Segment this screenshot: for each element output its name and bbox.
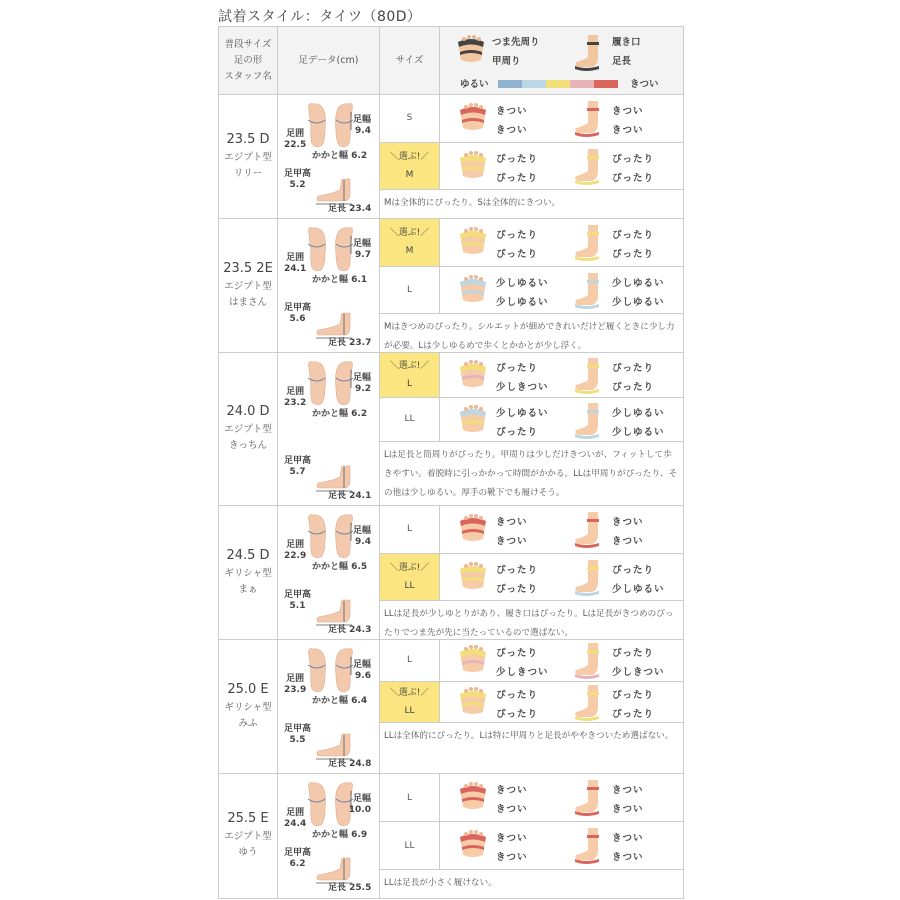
opening-fit-text: きつい xyxy=(612,833,644,844)
instep-height-title: 足甲高 xyxy=(284,724,312,734)
toe-fit-icon xyxy=(458,274,488,310)
size-label: LL xyxy=(404,840,415,851)
opening-fit-text: ぴったり xyxy=(612,689,655,701)
foot-width-value: 9.6 xyxy=(355,671,371,681)
foot-side-photo xyxy=(314,598,360,628)
fit-values xyxy=(440,267,683,314)
fit-results xyxy=(380,640,683,773)
header-legend xyxy=(440,27,683,94)
foot-length-value: 24.1 xyxy=(349,491,372,501)
instep-height-label xyxy=(284,303,311,325)
fit-row xyxy=(380,682,683,724)
fit-results xyxy=(380,95,683,218)
foot-shape: エジプト型 xyxy=(224,280,272,292)
size-label: L xyxy=(406,792,412,803)
foot-length-label xyxy=(328,491,371,502)
foot-side-photo xyxy=(314,311,360,341)
length-fit-text: 少しきつい xyxy=(612,667,665,678)
opening-fit-text: きつい xyxy=(612,106,644,117)
instep-fit-text: 少しきつい xyxy=(496,382,549,393)
staff-info xyxy=(219,640,278,773)
opening-fit-text: きつい xyxy=(612,517,644,528)
staff-info xyxy=(219,774,278,898)
foot-girth-label xyxy=(284,129,306,151)
opening-fit-text: 少しゆるい xyxy=(612,407,665,419)
staff-row xyxy=(219,640,683,774)
size-label: L xyxy=(406,655,412,666)
foot-length-label xyxy=(328,338,371,349)
instep-fit-text: ぴったり xyxy=(496,249,539,260)
toe-fit-text: ぴったり xyxy=(496,153,539,165)
instep-fit-text: きつい xyxy=(496,804,528,815)
foot-side-photo xyxy=(314,732,360,762)
header-foot-data: 足データ(cm) xyxy=(278,27,380,94)
toe-fit-icon xyxy=(458,102,488,138)
foot-length-value: 24.8 xyxy=(349,759,372,769)
foot-girth-label xyxy=(284,253,306,275)
size-label: L xyxy=(406,524,412,535)
fit-row xyxy=(380,95,683,143)
staff-name: リリー xyxy=(233,167,263,179)
length-fit-text: きつい xyxy=(612,804,644,815)
fit-row xyxy=(380,506,683,554)
opening-fit-text: きつい xyxy=(612,785,644,796)
usual-size: 25.0 E xyxy=(227,681,269,697)
instep-height-value: 5.1 xyxy=(289,601,306,611)
opening-fit-text: ぴったり xyxy=(612,363,655,374)
length-fit-text: きつい xyxy=(612,852,644,863)
heel-width-value: 6.1 xyxy=(351,275,368,285)
foot-side-photo xyxy=(314,856,360,886)
fit-values xyxy=(440,822,683,869)
leg-fit-icon xyxy=(572,641,608,685)
foot-data xyxy=(278,774,380,898)
fit-row xyxy=(380,822,683,870)
foot-girth-label xyxy=(284,540,306,562)
table-header xyxy=(219,27,683,95)
foot-length-title: 足長 xyxy=(328,204,347,214)
tried-size xyxy=(380,822,440,869)
pick-badge: ＼選ぶ!／ xyxy=(389,360,430,371)
foot-top-photo xyxy=(303,100,358,150)
foot-width-value: 9.7 xyxy=(355,250,371,260)
foot-width-value: 9.4 xyxy=(355,537,371,547)
toe-fit-icon xyxy=(458,686,488,722)
size-label: M xyxy=(405,169,414,180)
tried-size xyxy=(380,267,440,314)
toe-fit-icon xyxy=(458,226,488,262)
leg-fit-icon xyxy=(572,558,608,602)
heel-width-value: 6.5 xyxy=(351,562,368,572)
foot-girth-label xyxy=(284,387,306,409)
instep-height-value: 5.7 xyxy=(289,467,306,477)
foot-girth-value: 24.4 xyxy=(284,819,307,829)
foot-girth-title: 足囲 xyxy=(286,253,305,263)
size-label: L xyxy=(406,378,412,389)
recommended-size xyxy=(380,682,440,723)
staff-name: きっちん xyxy=(228,440,267,451)
foot-data xyxy=(278,353,380,505)
usual-size: 23.5 D xyxy=(226,131,270,147)
instep-fit-text: きつい xyxy=(496,852,528,863)
foot-top-photo xyxy=(303,358,358,408)
fit-values xyxy=(440,143,683,190)
heel-width-label xyxy=(312,562,367,573)
instep-height-title: 足甲高 xyxy=(284,848,312,858)
fit-row xyxy=(380,143,683,191)
heel-width-label xyxy=(312,275,367,286)
foot-width-title: 足幅 xyxy=(352,526,371,536)
foot-length-label xyxy=(328,625,371,636)
staff-name: まぁ xyxy=(238,583,258,595)
pick-badge: ＼選ぶ!／ xyxy=(389,688,430,698)
instep-fit-text: ぴったり xyxy=(496,172,539,184)
scale-fit-swatch xyxy=(546,80,570,88)
heel-width-title: かかと幅 xyxy=(312,696,349,706)
fit-results xyxy=(380,219,683,352)
foot-width-label xyxy=(353,239,371,261)
leg-fit-icon xyxy=(572,271,608,315)
foot-girth-value: 23.9 xyxy=(284,685,307,695)
fit-results xyxy=(380,353,683,505)
foot-width-label xyxy=(353,526,371,548)
instep-height-value: 6.2 xyxy=(289,859,306,869)
opening-fit-text: ぴったり xyxy=(612,230,655,241)
size-label: LL xyxy=(404,580,415,591)
toe-fit-text: 少しゆるい xyxy=(496,407,549,419)
fit-comment: LLは足長が少しゆとりがあり、履き口はぴったり。Lは足長がきつめのぴったりでつま先が先に当たっているので選ばない。 xyxy=(384,609,674,638)
leg-shape-icon xyxy=(572,33,608,73)
foot-length-value: 24.3 xyxy=(349,625,372,635)
heel-width-value: 6.2 xyxy=(351,151,368,161)
tried-size xyxy=(380,774,440,821)
fit-row xyxy=(380,353,683,398)
instep-height-label xyxy=(284,848,311,870)
foot-girth-title: 足囲 xyxy=(286,674,305,684)
foot-top-photo xyxy=(303,645,358,695)
header-staff-name: スタッフ名 xyxy=(224,70,272,82)
instep-fit-text: ぴったり xyxy=(496,708,539,720)
staff-name: ゆう xyxy=(238,847,258,858)
toe-fit-icon xyxy=(458,404,488,440)
foot-girth-value: 24.1 xyxy=(284,264,307,274)
instep-height-label xyxy=(284,456,311,478)
toe-shape-icon xyxy=(456,34,486,66)
fit-comment: LLは全体的にぴったり。Lは特に甲周りと足長がややきついため選ばない。 xyxy=(384,731,674,742)
foot-shape: ギリシャ型 xyxy=(224,567,272,579)
toe-fit-text: きつい xyxy=(496,517,528,528)
heel-width-title: かかと幅 xyxy=(312,151,349,161)
foot-top-photo xyxy=(303,511,358,561)
staff-row xyxy=(219,219,683,353)
heel-width-value: 6.9 xyxy=(351,830,368,840)
size-label: L xyxy=(406,284,412,295)
foot-width-label xyxy=(353,115,371,137)
staff-info xyxy=(219,353,278,505)
opening-fit-text: 少しゆるい xyxy=(612,277,665,289)
foot-girth-value: 22.9 xyxy=(284,551,307,561)
length-fit-text: ぴったり xyxy=(612,708,655,720)
foot-length-label xyxy=(328,204,371,215)
instep-height-title: 足甲高 xyxy=(284,303,312,313)
foot-data xyxy=(278,506,380,639)
scale-slightly-tight-swatch xyxy=(570,80,594,88)
foot-girth-label xyxy=(284,808,306,830)
instep-height-label xyxy=(284,169,311,191)
instep-fit-text: きつい xyxy=(496,536,528,547)
staff-row xyxy=(219,95,683,219)
fit-color-scale xyxy=(498,80,618,88)
staff-row xyxy=(219,353,683,506)
leg-fit-icon xyxy=(572,99,608,143)
foot-width-label xyxy=(353,373,371,395)
foot-width-value: 9.4 xyxy=(355,126,371,136)
foot-side-photo xyxy=(314,464,360,494)
foot-length-value: 23.4 xyxy=(349,204,372,214)
heel-width-label xyxy=(312,830,367,841)
fit-row xyxy=(380,554,683,602)
heel-width-title: かかと幅 xyxy=(312,830,349,840)
foot-length-value: 25.5 xyxy=(349,883,372,893)
foot-length-value: 23.7 xyxy=(349,338,372,348)
legend-instep-label: 甲周り xyxy=(492,56,521,67)
foot-shape: エジプト型 xyxy=(224,151,272,163)
foot-girth-value: 23.2 xyxy=(284,398,307,408)
foot-girth-title: 足囲 xyxy=(286,387,305,397)
heel-width-label xyxy=(312,696,367,707)
leg-fit-icon xyxy=(572,826,608,870)
instep-height-label xyxy=(284,724,311,746)
fit-values xyxy=(440,219,683,266)
recommended-size xyxy=(380,143,440,190)
toe-fit-text: ぴったり xyxy=(496,648,539,659)
fit-comment: LLは足長が小さく履けない。 xyxy=(384,878,497,888)
leg-fit-icon xyxy=(572,356,608,400)
instep-height-title: 足甲高 xyxy=(284,169,312,179)
instep-height-label xyxy=(284,590,311,612)
fit-comment: Mはきつめのぴったり。シルエットが細めできれいだけど履くときに少し力が必要。Lは少しゆるめで歩くとかかとが少し浮く。 xyxy=(384,322,675,351)
pick-badge: ＼選ぶ!／ xyxy=(389,151,430,162)
foot-length-title: 足長 xyxy=(328,883,347,893)
toe-fit-text: ぴったり xyxy=(496,363,539,374)
fit-results xyxy=(380,506,683,639)
recommended-size xyxy=(380,554,440,601)
fit-row xyxy=(380,267,683,315)
instep-fit-text: ぴったり xyxy=(496,426,539,438)
length-fit-text: きつい xyxy=(612,536,644,547)
staff-info xyxy=(219,506,278,639)
foot-width-title: 足幅 xyxy=(352,239,371,249)
fit-values xyxy=(440,353,683,397)
size-label: LL xyxy=(404,414,415,425)
fit-comment: Mは全体的にぴったり。Sは全体的にきつい。 xyxy=(384,198,561,209)
fit-results xyxy=(380,774,683,898)
fit-row xyxy=(380,774,683,822)
page-title: 試着スタイル：タイツ（80D） xyxy=(218,9,422,25)
length-fit-text: 少しゆるい xyxy=(612,583,665,595)
tried-size xyxy=(380,506,440,553)
legend-toe-label: つま先周り xyxy=(492,37,540,48)
legend-length-label: 足長 xyxy=(612,56,632,67)
foot-girth-title: 足囲 xyxy=(286,540,305,550)
size-label: LL xyxy=(404,706,415,716)
length-fit-text: 少しゆるい xyxy=(612,426,665,438)
opening-fit-text: ぴったり xyxy=(612,648,655,659)
legend-tight-label: きつい xyxy=(630,79,659,90)
foot-data xyxy=(278,219,380,352)
fit-values xyxy=(440,506,683,553)
staff-name: はまさん xyxy=(228,296,267,308)
foot-girth-value: 22.5 xyxy=(284,140,307,150)
fit-row xyxy=(380,398,683,443)
foot-length-title: 足長 xyxy=(328,759,347,769)
scale-slightly-loose-swatch xyxy=(522,80,546,88)
heel-width-title: かかと幅 xyxy=(312,275,349,285)
length-fit-text: ぴったり xyxy=(612,382,655,393)
foot-data xyxy=(278,640,380,773)
toe-fit-icon xyxy=(458,561,488,597)
instep-height-value: 5.2 xyxy=(289,180,306,190)
foot-width-title: 足幅 xyxy=(352,660,371,670)
fit-values xyxy=(440,554,683,601)
foot-width-value: 10.0 xyxy=(348,805,371,815)
legend-loose-label: ゆるい xyxy=(460,79,489,90)
toe-fit-text: ぴったり xyxy=(496,689,539,701)
pick-badge: ＼選ぶ!／ xyxy=(389,562,430,573)
instep-height-value: 5.6 xyxy=(289,314,306,324)
instep-fit-text: きつい xyxy=(496,125,528,136)
usual-size: 24.0 D xyxy=(226,404,270,419)
heel-width-value: 6.2 xyxy=(351,409,368,419)
foot-shape: エジプト型 xyxy=(224,831,272,842)
toe-fit-text: 少しゆるい xyxy=(496,277,549,289)
fit-values xyxy=(440,682,683,723)
foot-shape: エジプト型 xyxy=(224,424,272,435)
toe-fit-text: きつい xyxy=(496,833,528,844)
foot-length-label xyxy=(328,759,371,770)
toe-fit-icon xyxy=(458,829,488,865)
toe-fit-text: きつい xyxy=(496,785,528,796)
staff-info xyxy=(219,95,278,218)
leg-fit-icon xyxy=(572,510,608,554)
tried-size xyxy=(380,95,440,142)
size-label: S xyxy=(406,113,413,124)
leg-fit-icon xyxy=(572,683,608,727)
size-label: M xyxy=(405,246,414,257)
length-fit-text: ぴったり xyxy=(612,172,655,184)
foot-width-title: 足幅 xyxy=(352,794,371,804)
foot-length-title: 足長 xyxy=(328,491,347,501)
toe-fit-icon xyxy=(458,513,488,549)
length-fit-text: きつい xyxy=(612,125,644,136)
toe-fit-text: きつい xyxy=(496,106,528,117)
scale-loose-swatch xyxy=(498,80,522,88)
opening-fit-text: ぴったり xyxy=(612,564,655,576)
tried-size xyxy=(380,398,440,442)
foot-width-title: 足幅 xyxy=(352,115,371,125)
foot-girth-title: 足囲 xyxy=(286,808,305,818)
foot-data xyxy=(278,95,380,218)
recommended-size xyxy=(380,353,440,397)
header-staff xyxy=(219,27,278,94)
recommended-size xyxy=(380,219,440,266)
header-usual-size: 普段サイズ xyxy=(224,38,272,50)
toe-fit-icon xyxy=(458,150,488,186)
toe-fit-text: ぴったり xyxy=(496,564,539,576)
foot-width-value: 9.2 xyxy=(355,384,371,394)
leg-fit-icon xyxy=(572,778,608,822)
instep-fit-text: 少しゆるい xyxy=(496,296,549,308)
staff-row xyxy=(219,506,683,640)
header-size: サイズ xyxy=(380,27,440,94)
foot-girth-title: 足囲 xyxy=(286,129,305,139)
header-foot-shape: 足の形 xyxy=(233,54,263,66)
foot-length-label xyxy=(328,883,371,894)
instep-height-value: 5.5 xyxy=(289,735,306,745)
fit-row xyxy=(380,640,683,682)
staff-info xyxy=(219,219,278,352)
legend-opening-label: 履き口 xyxy=(612,37,641,48)
leg-fit-icon xyxy=(572,401,608,445)
length-fit-text: ぴったり xyxy=(612,249,655,260)
heel-width-label xyxy=(312,409,367,420)
foot-width-label xyxy=(353,660,371,682)
usual-size: 24.5 D xyxy=(226,547,270,563)
toe-fit-text: ぴったり xyxy=(496,230,539,241)
tried-size xyxy=(380,640,440,681)
instep-height-title: 足甲高 xyxy=(284,456,312,466)
foot-side-photo xyxy=(314,177,360,207)
leg-fit-icon xyxy=(572,223,608,267)
fit-values xyxy=(440,95,683,142)
fit-values xyxy=(440,640,683,681)
heel-width-title: かかと幅 xyxy=(312,562,349,572)
instep-fit-text: ぴったり xyxy=(496,583,539,595)
staff-name: みふ xyxy=(238,717,258,729)
foot-width-label xyxy=(349,794,371,816)
heel-width-title: かかと幅 xyxy=(312,409,349,419)
fit-table xyxy=(218,26,684,899)
toe-fit-icon xyxy=(458,359,488,395)
length-fit-text: 少しゆるい xyxy=(612,296,665,308)
fit-values xyxy=(440,398,683,442)
table-body xyxy=(219,95,683,898)
instep-fit-text: 少しきつい xyxy=(496,667,549,678)
leg-fit-icon xyxy=(572,147,608,191)
pick-badge: ＼選ぶ!／ xyxy=(389,228,430,239)
opening-fit-text: ぴったり xyxy=(612,153,655,165)
fit-comment: Lは足長と筒周りがぴったり。甲周りは少しだけきついが、フィットして歩きやすい。着脱時に引っかかって時間がかかる。LLは甲周りがぴったり、その他は少しゆるい。厚手の靴下でも履けそう。 xyxy=(384,450,678,498)
foot-width-title: 足幅 xyxy=(352,373,371,383)
fit-values xyxy=(440,774,683,821)
heel-width-value: 6.4 xyxy=(351,696,368,706)
foot-shape: ギリシャ型 xyxy=(224,701,272,713)
toe-fit-icon xyxy=(458,644,488,680)
foot-length-title: 足長 xyxy=(328,625,347,635)
scale-tight-swatch xyxy=(594,80,618,88)
foot-girth-label xyxy=(284,674,306,696)
staff-row xyxy=(219,774,683,898)
instep-height-title: 足甲高 xyxy=(284,590,312,600)
fit-row xyxy=(380,219,683,267)
foot-top-photo xyxy=(303,224,358,274)
usual-size: 23.5 2E xyxy=(223,260,273,276)
foot-length-title: 足長 xyxy=(328,338,347,348)
toe-fit-icon xyxy=(458,781,488,817)
heel-width-label xyxy=(312,151,367,162)
usual-size: 25.5 E xyxy=(227,811,269,826)
